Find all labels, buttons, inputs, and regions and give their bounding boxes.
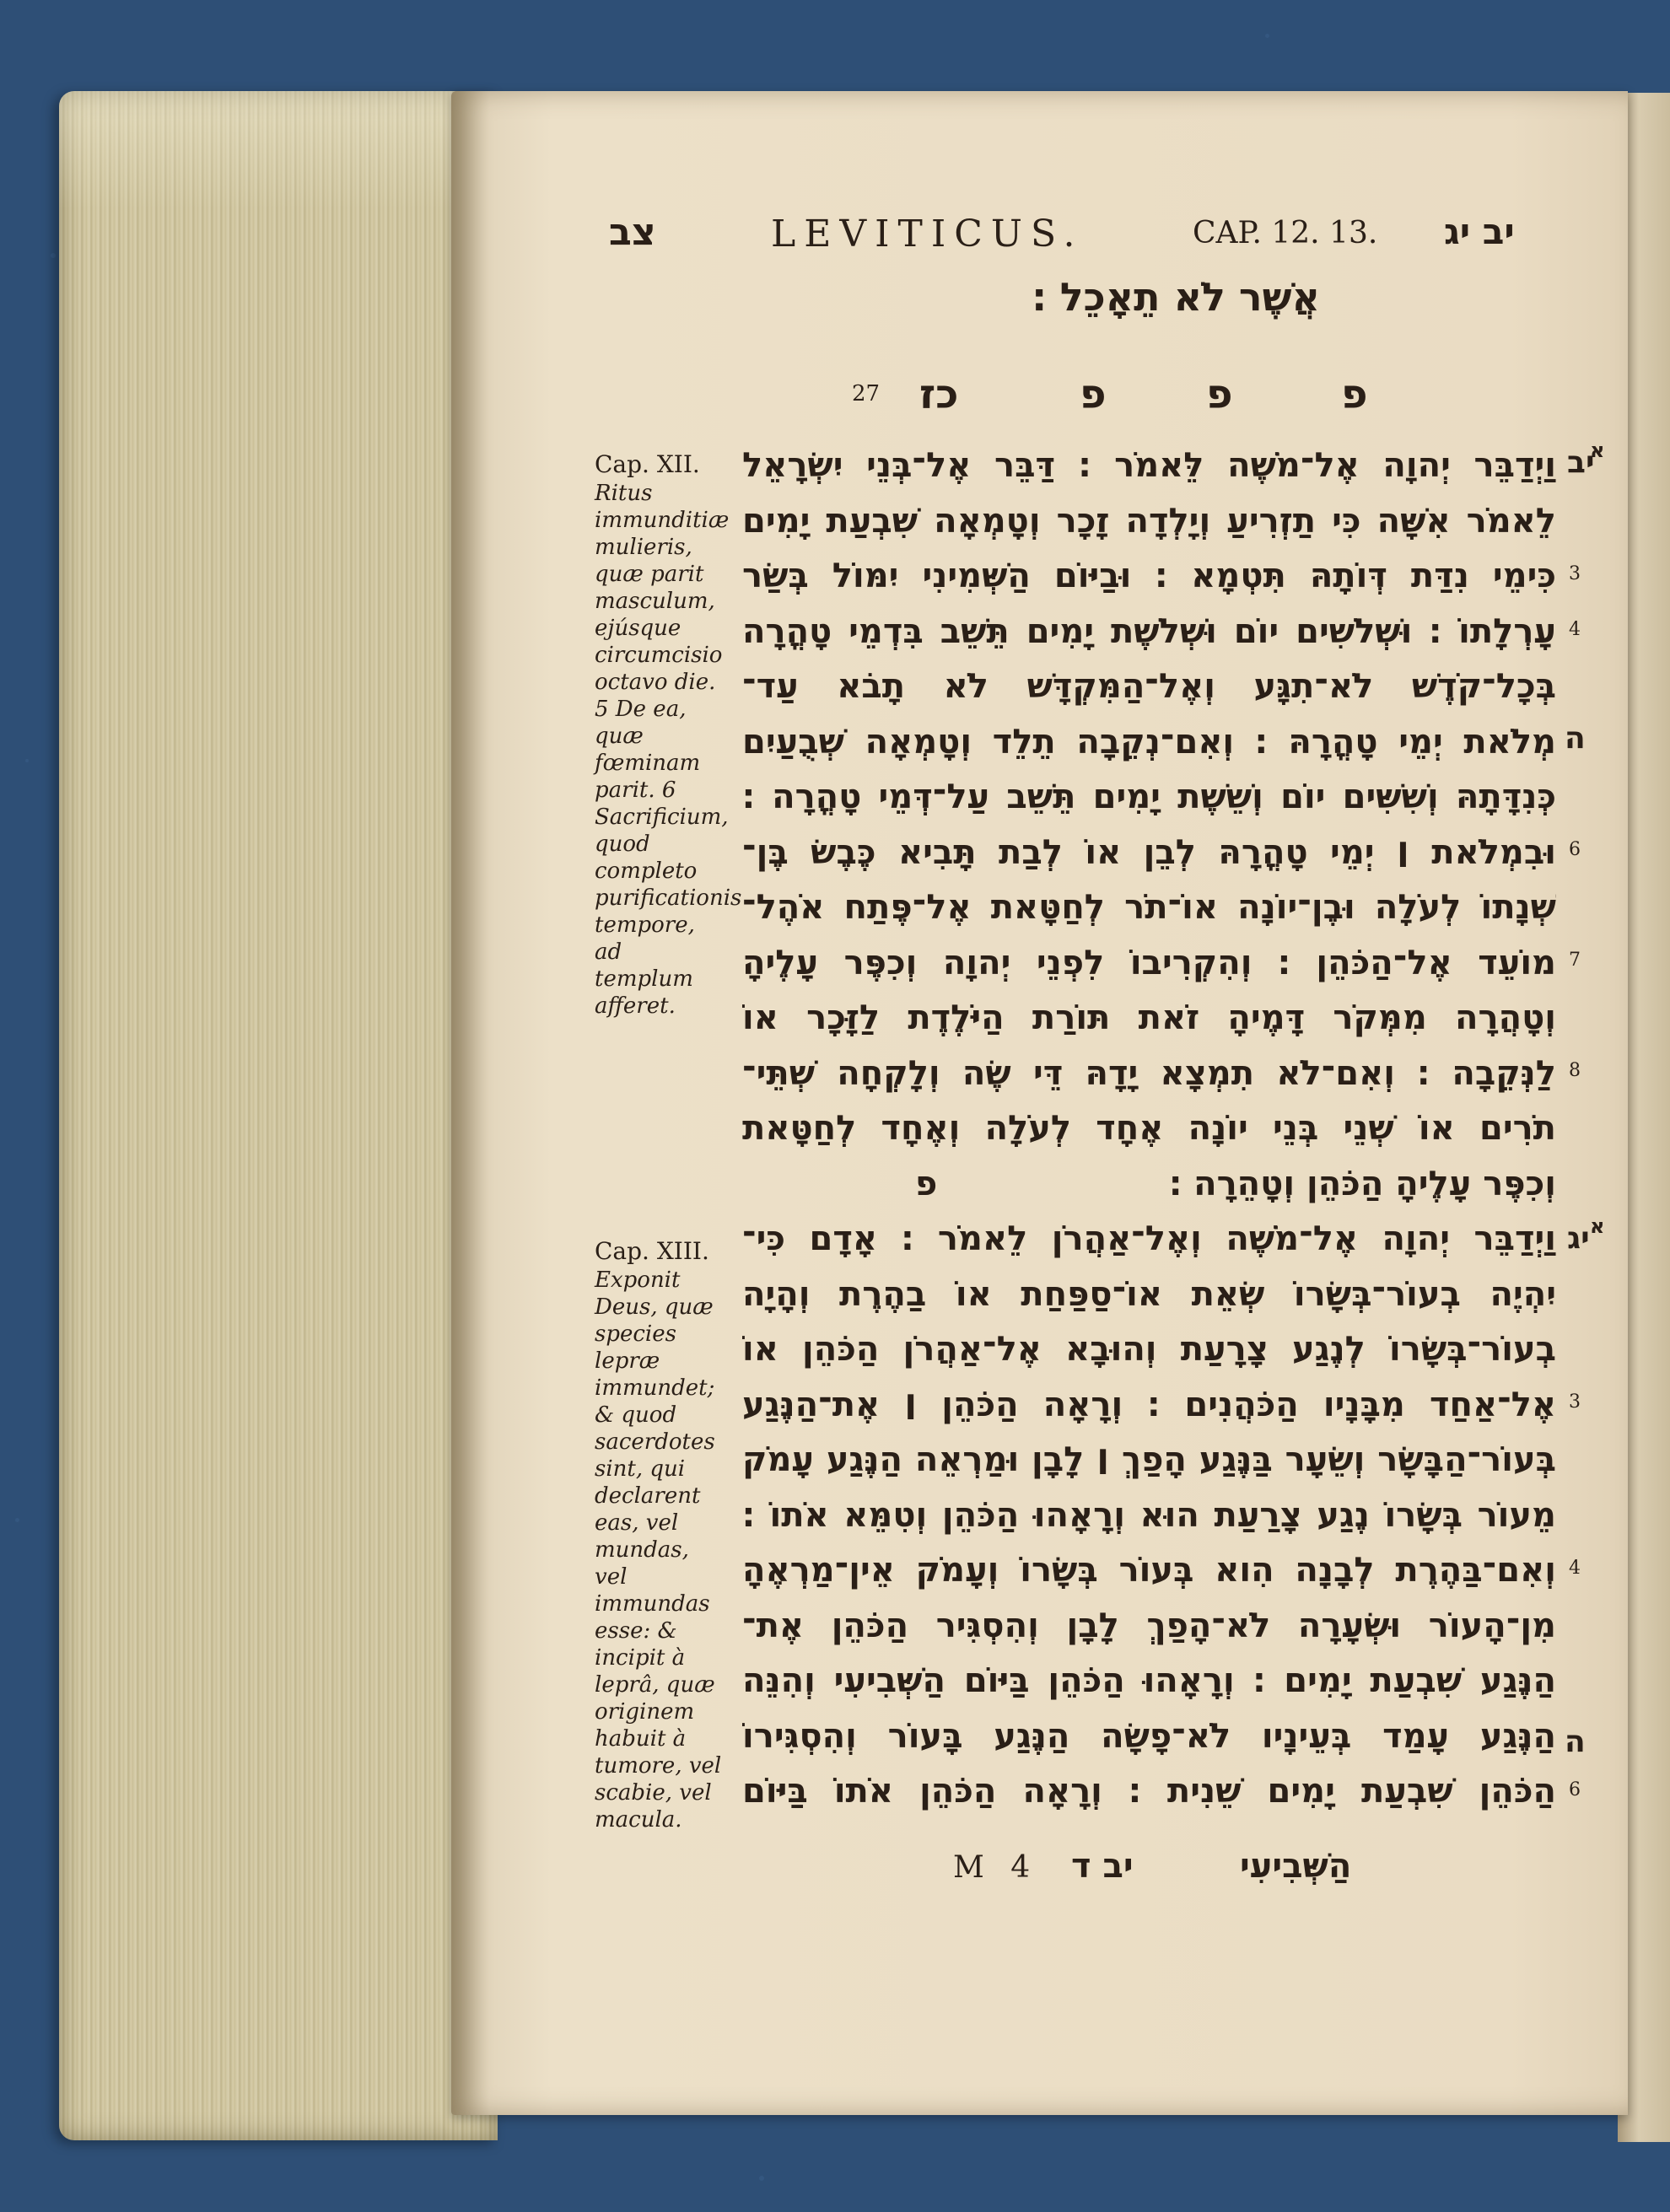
- separator-hebrew: כז: [919, 371, 959, 418]
- footer-hebrew: יב ד: [1071, 1847, 1134, 1886]
- signature-mark: M 4: [953, 1850, 1039, 1885]
- text-line: תֹרִים אוֹ שְׁנֵי בְּנֵי יוֹנָה אֶחָד לְעֹלָה וְאֶחָד לְחַטָּאת: [742, 1109, 1556, 1148]
- pe-mark: פ: [1080, 371, 1107, 418]
- text-line: בְּעוֹר־הַבָּשָׂר וְשֵׂעָר בַּנֶּגַע הָפַךְ ׀ לָבָן וּמַרְאֵה הַנֶּגַע עָמֹק: [742, 1440, 1556, 1479]
- text-line: מְלֹאת יְמֵי טָהֳרָהּ ׃ וְאִם־נְקֵבָה תֵלֵד וְטָמְאָה שְׁבֻעַיִם: [742, 722, 1556, 762]
- section-separator: [0, 371, 1670, 422]
- text-line: לֵאמֹר אִשָּׁה כִּי תַזְרִיעַ וְיָלְדָה זָכָר וְטָמְאָה שִׁבְעַת יָמִים: [742, 501, 1556, 541]
- text-line: הַכֹּהֵן שִׁבְעַת יָמִים שֵׁנִית ׃ וְרָאָה הַכֹּהֵן אֹתוֹ בַּיּוֹם: [742, 1772, 1556, 1811]
- text-line: כְּנִדָּתָהּ וְשִׁשִּׁים יוֹם וְשֵׁשֶׁת יָמִים תֵּשֵׁב עַל־דְּמֵי טָהֳרָה ׃: [742, 778, 1556, 816]
- margin-note-ch13: [595, 1238, 725, 1833]
- page-number-hebrew: צב: [609, 211, 656, 254]
- text-line: וְטָהֲרָה מִמְּקֹר דָּמֶיהָ זֹאת תּוֹרַת הַיֹּלֶדֶת לַזָּכָר אוֹ: [742, 998, 1556, 1037]
- verse-number: 3: [1569, 1391, 1581, 1413]
- text-line: בְּכָל־קֹדֶשׁ לֹא־תִגָּע וְאֶל־הַמִּקְדָּשׁ לֹא תָבֹא עַד־: [742, 667, 1556, 706]
- text-line: שְׁנָתוֹ לְעֹלָה וּבֶן־יוֹנָה אוֹ־תֹר לְחַטָּאת אֶל־פֶּתַח אֹהֶל־: [742, 888, 1556, 927]
- pe-mark: פ: [1341, 371, 1368, 418]
- book-title: LEVITICUS.: [771, 213, 1084, 256]
- text-line: מֵעוֹר בְּשָׂרוֹ נֶגַע צָרַעַת הוּא וְרָאָהוּ הַכֹּהֵן וְטִמֵּא אֹתוֹ ׃: [742, 1495, 1556, 1535]
- separator-number: 27: [852, 381, 881, 406]
- verse-mark-1: א: [1590, 1214, 1605, 1238]
- text-line: [742, 1157, 1556, 1213]
- chapter-mark-13: יג: [1567, 1221, 1590, 1256]
- hebrew-text-block: [742, 439, 1556, 1820]
- text-line: מוֹעֵד אֶל־הַכֹּהֵן ׃ וְהִקְרִיבוֹ לִפְנֵי יְהוָה וְכִפֶּר עָלֶיהָ: [742, 943, 1556, 982]
- verse-mark-1: א: [1590, 439, 1605, 462]
- text-line: וּבִמְלֹאת ׀ יְמֵי טָהֳרָהּ לְבֵן אוֹ לְבַת תָּבִיא כֶּבֶשׂ בֶּן־: [742, 832, 1556, 872]
- chapter-mark-12: יב: [1567, 445, 1595, 480]
- verse-number: 8: [1569, 1060, 1581, 1081]
- text-line: מִן־הָעוֹר וּשְׂעָרָה לֹא־הָפַךְ לָבָן וְהִסְגִּיר הַכֹּהֵן אֶת־: [742, 1606, 1556, 1645]
- text-line: כִּימֵי נִדַּת דְּוֺתָהּ תִּטְמָא ׃ וּבַיּוֹם הַשְּׁמִינִי יִמּוֹל בְּשַׂר: [742, 557, 1556, 595]
- side-hey-mark: ה: [1565, 1725, 1586, 1759]
- verse-number: 6: [1569, 839, 1581, 860]
- pe-mark: פ: [1206, 371, 1233, 418]
- margin-note-ch12: [595, 450, 742, 1020]
- verse-number: 4: [1569, 1558, 1581, 1579]
- text-line: אֶל־אַחַד מִבָּנָיו הַכֹּהֲנִים ׃ וְרָאָה הַכֹּהֵן ׀ אֶת־הַנֶּגַע: [742, 1385, 1556, 1424]
- side-hey-mark: ה: [1565, 721, 1586, 756]
- text-line: וְאִם־בַּהֶרֶת לְבָנָה הִוא בְּעוֹר בְּשָׂרוֹ וְעָמֹק אֵין־מַרְאֶהָ: [742, 1551, 1556, 1590]
- margin-note-text: Exponit Deus, quæ species lepræ immundet; & quod sacerdotes sint, qui declarent eas, vel mundas, vel immundas esse: & incipit à leprâ, quæ originem habuit à tumore, vel scabie, vel macula.: [595, 1267, 722, 1833]
- text-line: יִהְיֶה בְעוֹר־בְּשָׂרוֹ שְׂאֵת אוֹ־סַפַּחַת אוֹ בַהֶרֶת וְהָיָה: [742, 1274, 1556, 1314]
- verse-number: 4: [1569, 619, 1581, 640]
- text-line: עָרְלָתוֹ ׃ וּשְׁלֹשִׁים יוֹם וּשְׁלֹשֶׁת יָמִים תֵּשֵׁב בִּדְמֵי טָהֳרָה: [742, 611, 1556, 651]
- page-footer: [0, 1847, 1670, 1897]
- chapter-reference: CAP. 12. 13.: [1193, 216, 1378, 250]
- chapter-reference-hebrew: יב יג: [1444, 211, 1515, 252]
- verse-number: 3: [1569, 563, 1581, 584]
- text-line: וַיְדַבֵּר יְהוָה אֶל־מֹשֶׁה וְאֶל־אַהֲרֹן לֵאמֹר ׃ אָדָם כִּי־: [742, 1219, 1556, 1258]
- pe-mark: פ: [915, 1164, 938, 1203]
- catchword: הַשְּׁבִיעִי: [1240, 1847, 1352, 1886]
- text-line: הַנֶּגַע עָמַד בְּעֵינָיו לֹא־פָשָׂה הַנֶּגַע בָּעוֹר וְהִסְגִּירוֹ: [742, 1716, 1556, 1756]
- margin-note-text: Ritus immunditiæ mulieris, quæ parit masculum, ejúsque circumcisio octavo die. 5 De ea, quæ fœminam parit. 6 Sacrificium, quod completo purificationis tempore, ad templum afferet.: [595, 481, 742, 1019]
- margin-note-cap: Cap. XIII.: [595, 1237, 709, 1265]
- text-line: הַנֶּגַע שִׁבְעַת יָמִים ׃ וְרָאָהוּ הַכֹּהֵן בַּיּוֹם הַשְּׁבִיעִי וְהִנֵּה: [742, 1661, 1556, 1700]
- text-line: בְעוֹר־בְּשָׂרוֹ לְנֶגַע צָרָעַת וְהוּבָא אֶל־אַהֲרֹן הַכֹּהֵן אוֹ: [742, 1330, 1556, 1369]
- running-head: [0, 211, 1670, 261]
- text-line: לַנְּקֵבָה ׃ וְאִם־לֹא תִמְצָא יָדָהּ דֵּי שֶׂה וְלָקְחָה שְׁתֵּי־: [742, 1053, 1556, 1093]
- verse-number: 6: [1569, 1779, 1581, 1800]
- verse-number: 7: [1569, 950, 1581, 971]
- margin-note-cap: Cap. XII.: [595, 450, 700, 478]
- text-line: וַיְדַבֵּר יְהוָה אֶל־מֹשֶׁה לֵּאמֹר ׃ דַּבֵּר אֶל־בְּנֵי יִשְׂרָאֵל: [742, 446, 1556, 485]
- text-line-content: וְכִפֶּר עָלֶיהָ הַכֹּהֵן וְטָהֵרָה ׃: [1169, 1164, 1556, 1203]
- closing-line: אֲשֶׁר לֹא תֵאָכֵל ׃: [1032, 274, 1320, 320]
